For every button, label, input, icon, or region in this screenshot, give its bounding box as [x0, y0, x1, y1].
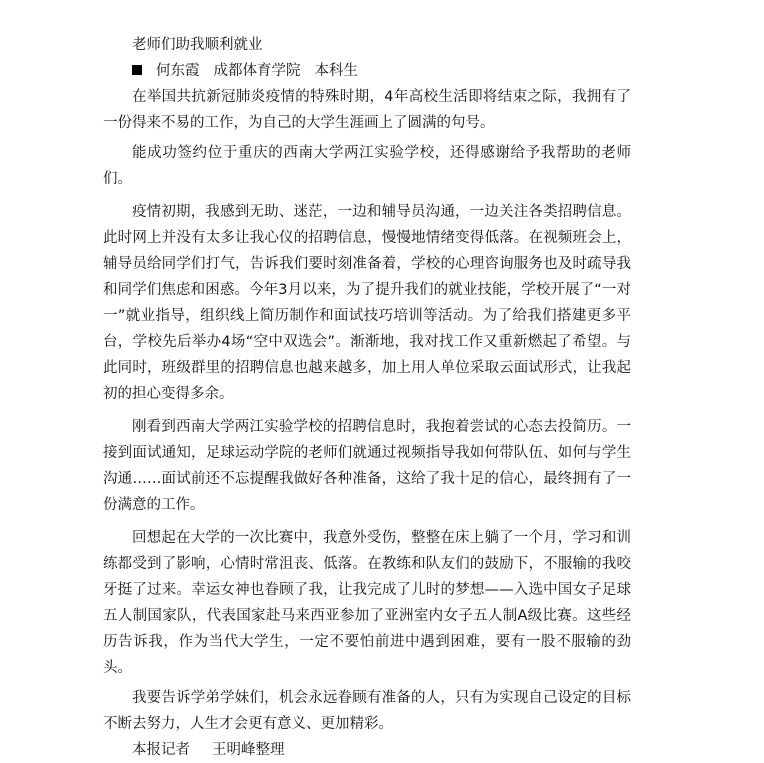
paragraph-6: 我要告诉学弟学妹们，机会永远眷顾有准备的人，只有为实现自己设定的目标不断去努力，人生才会更有意义、更加精彩。 — [103, 690, 631, 732]
paragraph-4: 刚看到西南大学两江实验学校的招聘信息时，我抱着尝试的心态去投简历。一接到面试通知，足球运动学院的老师们就通过视频指导我如何带队伍、如何与学生沟通……面试前还不忘提醒我做好各种准备，这给了我十足的信心，最终拥有了一份满意的工作。 — [103, 419, 631, 513]
article-title: 老师们助我顺利就业 — [132, 37, 263, 53]
paragraph-1: 在举国共抗新冠肺炎疫情的特殊时期，4年高校生活即将结束之际，我拥有了一份得来不易的工作，为自己的大学生涯画上了圆满的句号。 — [103, 89, 631, 131]
paragraph-2: 能成功签约位于重庆的西南大学两江实验学校，还得感谢给予我帮助的老师们。 — [103, 145, 631, 187]
reporter-credit — [103, 737, 631, 763]
article — [103, 32, 631, 763]
byline — [103, 58, 631, 84]
reporter-role: 本报记者 — [132, 742, 190, 758]
author-school: 成都体育学院 — [213, 63, 301, 79]
paragraph-5: 回想起在大学的一次比赛中，我意外受伤，整整在床上躺了一个月，学习和训练都受到了影响，心情时常沮丧、低落。在教练和队友们的鼓励下，不服输的我咬牙挺了过来。幸运女神也眷顾了我，让我完成了儿时的梦想——入选中国女子足球五人制国家队，代表国家赴马来西亚参加了亚洲室内女子五人制A级比赛。这些经历告诉我，作为当代大学生，一定不要怕前进中遇到困难，要有一股不服输的劲头。 — [103, 530, 631, 676]
author-name: 何东霞 — [156, 63, 200, 79]
paragraph-3: 疫情初期，我感到无助、迷茫，一边和辅导员沟通，一边关注各类招聘信息。此时网上并没有太多让我心仪的招聘信息，慢慢地情绪变得低落。在视频班会上，辅导员给同学们打气，告诉我们要时刻准备着，学校的心理咨询服务也及时疏导我和同学们焦虑和困惑。今年3月以来，为了提升我们的就业技能，学校开展了“一对一”就业指导，组织线上简历制作和面试技巧培训等活动。为了给我们搭建更多平台，学校先后举办4场“空中双选会”。渐渐地，我对找工作又重新燃起了希望。与此同时，班级群里的招聘信息也越来越多，加上用人单位采取云面试形式，让我起初的担心变得多余。 — [103, 204, 631, 402]
author-degree: 本科生 — [314, 63, 358, 79]
editor-name: 王明峰整理 — [212, 742, 285, 758]
square-bullet-icon — [132, 65, 142, 75]
